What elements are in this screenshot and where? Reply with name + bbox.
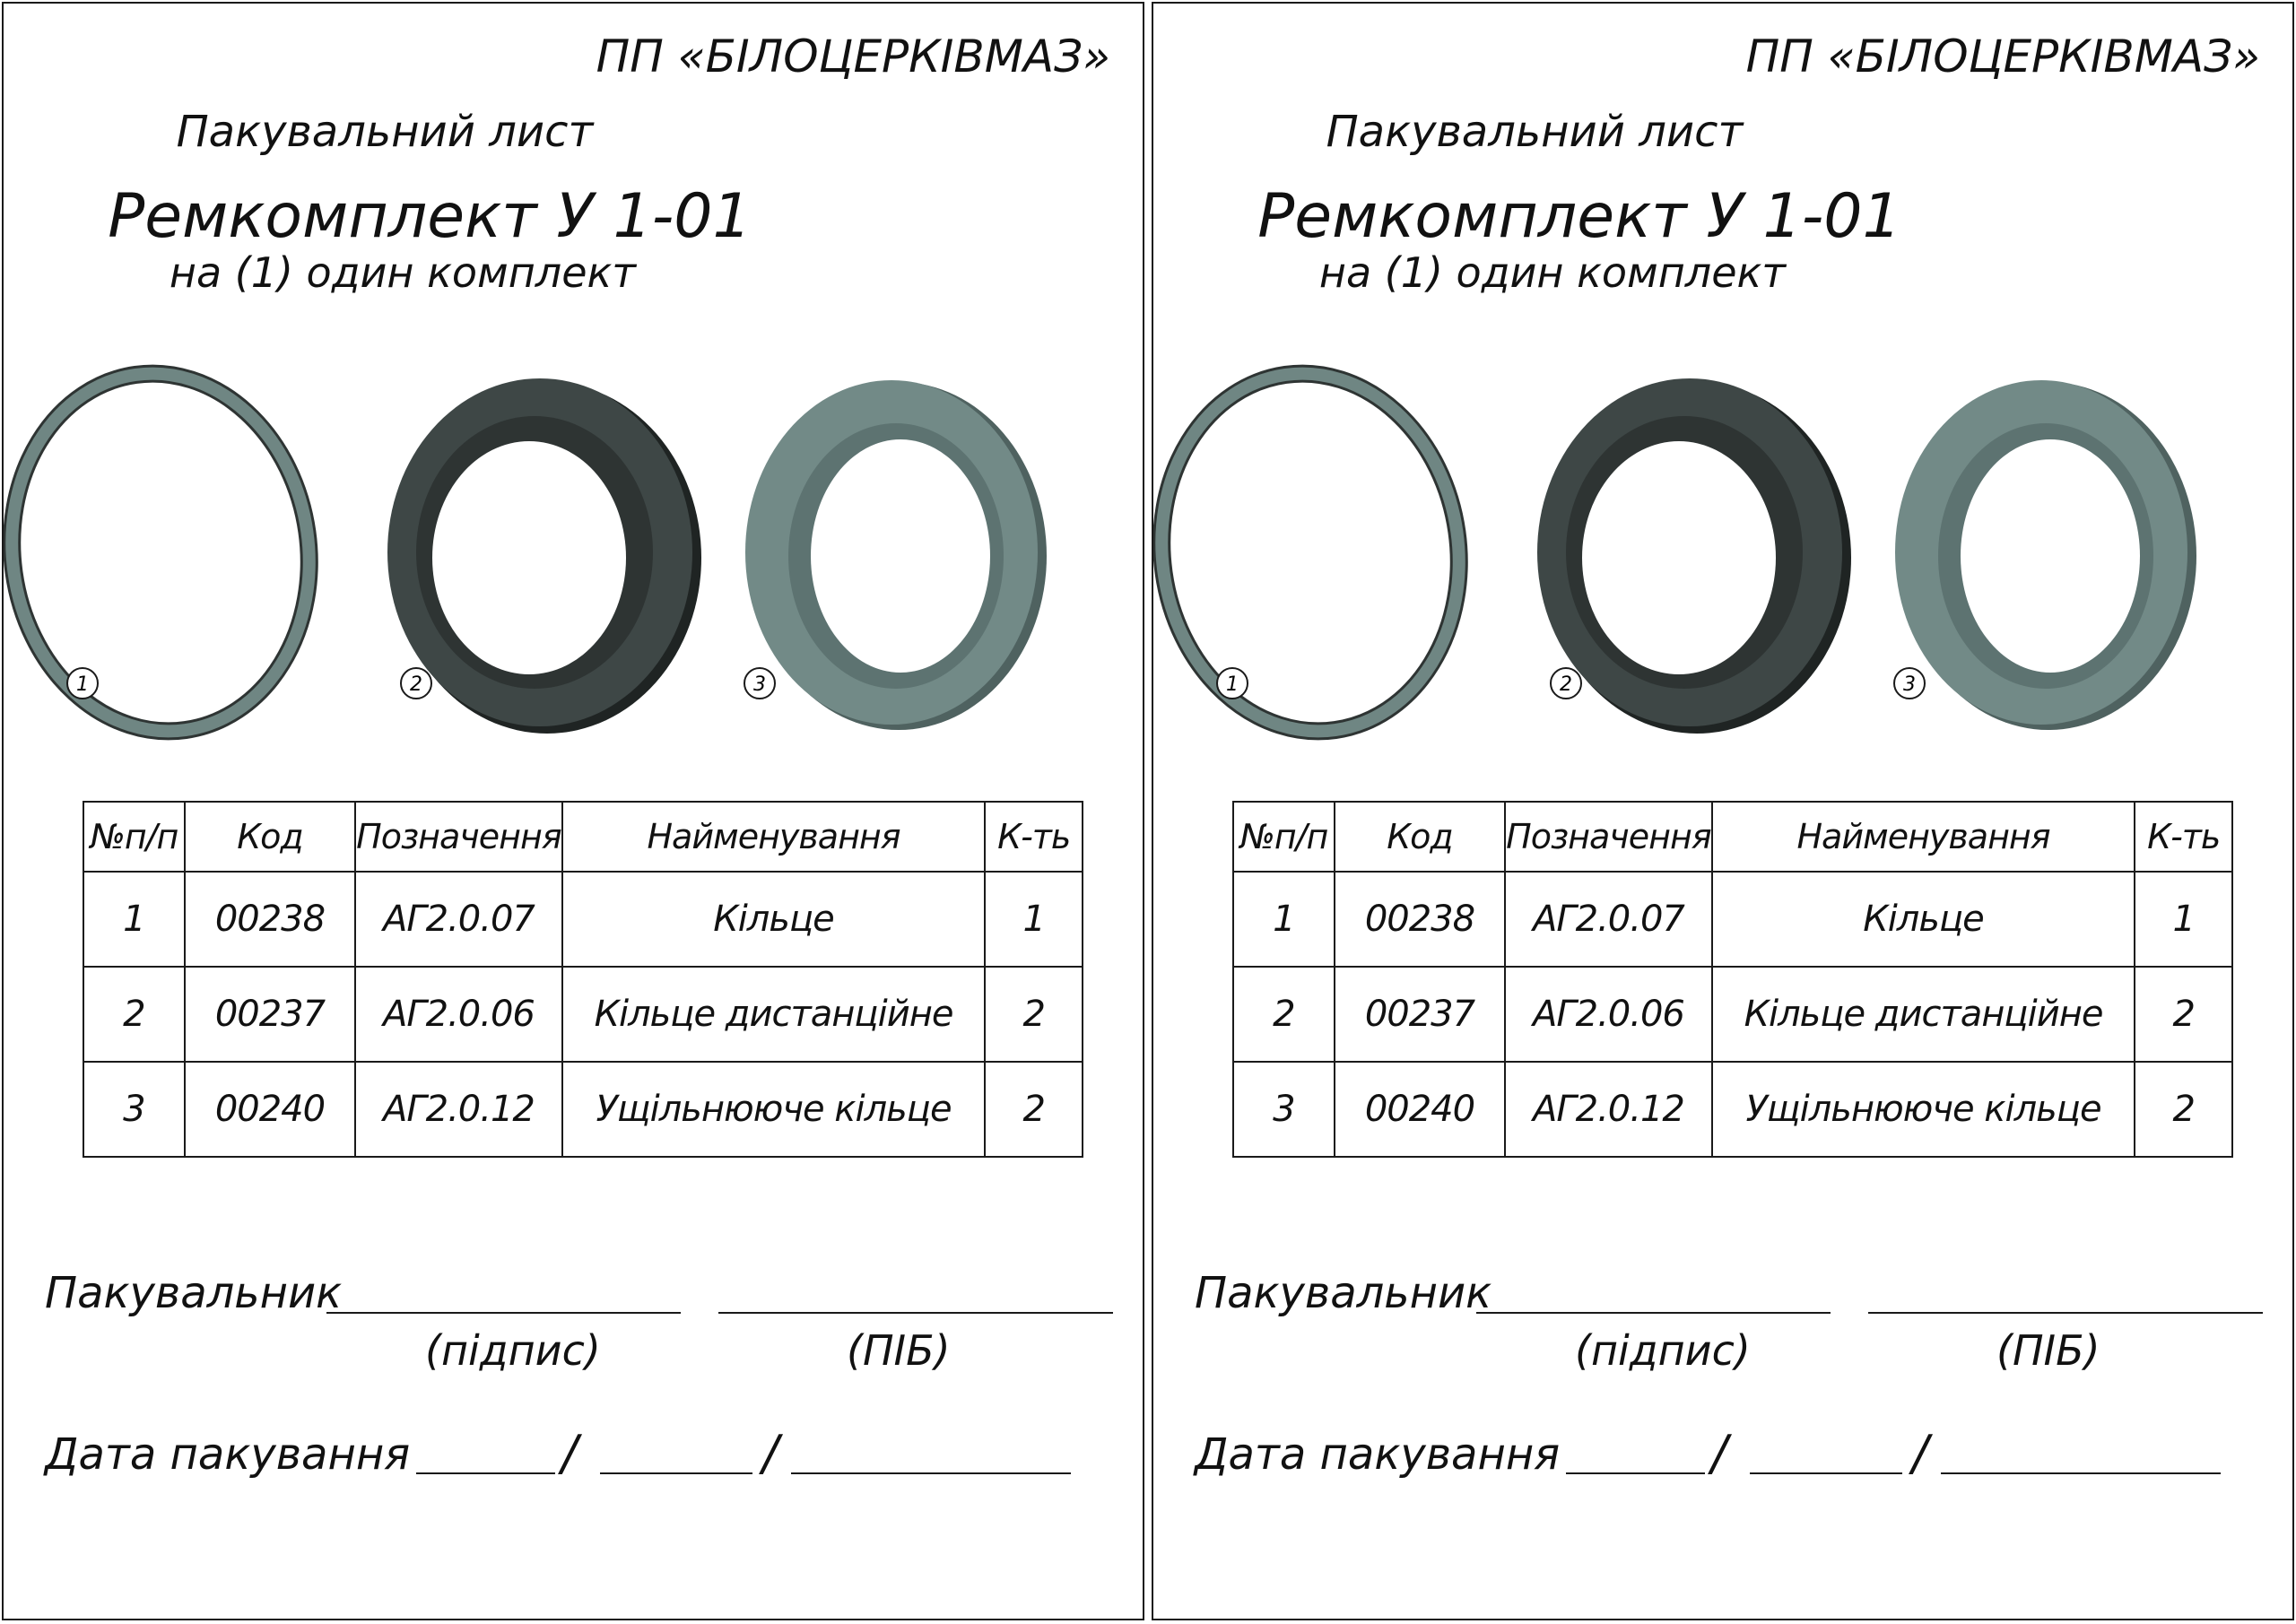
cell-code: 00238 — [185, 872, 355, 967]
callout-3 — [744, 668, 775, 699]
date-day-line[interactable] — [1566, 1472, 1705, 1474]
svg-text:1: 1 — [1226, 673, 1239, 696]
cell-name: Ущільнююче кільце — [1712, 1062, 2135, 1157]
cell-quantity: 1 — [985, 872, 1083, 967]
cell-quantity: 2 — [2135, 967, 2232, 1062]
date-separator: / — [1711, 1425, 1728, 1481]
cell-code: 00237 — [185, 967, 355, 1062]
cell-number: 2 — [1233, 967, 1335, 1062]
date-year-line[interactable] — [791, 1472, 1071, 1474]
cell-designation: АГ2.0.06 — [1505, 967, 1712, 1062]
parts-table — [83, 801, 1083, 1158]
parts-illustration — [4, 353, 1146, 757]
cell-name: Кільце дистанційне — [562, 967, 986, 1062]
cell-number: 1 — [83, 872, 185, 967]
cell-designation: АГ2.0.12 — [355, 1062, 562, 1157]
cell-code: 00240 — [185, 1062, 355, 1157]
full-name-caption: (ПІБ) — [847, 1326, 951, 1375]
packing-date-label: Дата пакування — [1195, 1429, 1561, 1480]
table-row — [83, 872, 1083, 967]
callout-2 — [401, 668, 431, 699]
cell-designation: АГ2.0.06 — [355, 967, 562, 1062]
kit-title: Ремкомплект У 1-01 — [108, 181, 752, 252]
callout-1 — [67, 668, 98, 699]
cell-designation: АГ2.0.07 — [1505, 872, 1712, 967]
kit-subtitle: на (1) один комплект — [1318, 248, 1787, 297]
svg-text:2: 2 — [1560, 673, 1572, 696]
table-row — [83, 967, 1083, 1062]
company-name: ПП «БІЛОЦЕРКІВМАЗ» — [596, 30, 1110, 83]
document-title: Пакувальний лист — [1326, 107, 1744, 157]
cell-number: 1 — [1233, 872, 1335, 967]
cell-quantity: 2 — [985, 1062, 1083, 1157]
date-year-line[interactable] — [1941, 1472, 2221, 1474]
date-month-line[interactable] — [1750, 1472, 1902, 1474]
cell-number: 3 — [83, 1062, 185, 1157]
header-quantity: К-ть — [985, 802, 1083, 872]
table-row — [1233, 1062, 2232, 1157]
full-name-line[interactable] — [1868, 1312, 2263, 1314]
cell-quantity: 2 — [985, 967, 1083, 1062]
table-row — [1233, 872, 2232, 967]
table-header-row — [1233, 802, 2232, 872]
header-designation: Позначення — [1505, 802, 1712, 872]
signature-line[interactable] — [326, 1312, 681, 1314]
svg-text:3: 3 — [753, 673, 766, 696]
cell-code: 00240 — [1335, 1062, 1505, 1157]
header-code: Код — [1335, 802, 1505, 872]
full-name-line[interactable] — [718, 1312, 1113, 1314]
svg-text:2: 2 — [410, 673, 422, 696]
cell-designation: АГ2.0.12 — [1505, 1062, 1712, 1157]
packer-label: Пакувальник — [1195, 1268, 1492, 1318]
parts-table — [1232, 801, 2233, 1158]
cell-quantity: 1 — [2135, 872, 2232, 967]
header-number: №п/п — [1233, 802, 1335, 872]
date-separator: / — [1912, 1425, 1929, 1481]
document-title: Пакувальний лист — [176, 107, 594, 157]
cell-name: Кільце — [562, 872, 986, 967]
signature-caption: (підпис) — [425, 1326, 601, 1375]
callout-2 — [1551, 668, 1581, 699]
ring-1-image — [4, 354, 332, 751]
cell-name: Кільце дистанційне — [1712, 967, 2135, 1062]
parts-illustration — [1153, 353, 2296, 757]
date-separator: / — [762, 1425, 779, 1481]
callout-3 — [1894, 668, 1925, 699]
kit-subtitle: на (1) один комплект — [169, 248, 637, 297]
table-header-row — [83, 802, 1083, 872]
ring-2-image — [1537, 378, 1851, 734]
svg-text:1: 1 — [76, 673, 89, 696]
header-name: Найменування — [1712, 802, 2135, 872]
header-number: №п/п — [83, 802, 185, 872]
cell-name: Кільце — [1712, 872, 2135, 967]
date-separator: / — [561, 1425, 578, 1481]
date-day-line[interactable] — [416, 1472, 555, 1474]
cell-code: 00237 — [1335, 967, 1505, 1062]
cell-number: 3 — [1233, 1062, 1335, 1157]
ring-1-image — [1153, 354, 1482, 751]
packing-sheet-right — [1152, 2, 2294, 1620]
cell-name: Ущільнююче кільце — [562, 1062, 986, 1157]
header-quantity: К-ть — [2135, 802, 2232, 872]
header-designation: Позначення — [355, 802, 562, 872]
signature-line[interactable] — [1476, 1312, 1831, 1314]
header-code: Код — [185, 802, 355, 872]
table-row — [83, 1062, 1083, 1157]
signature-caption: (підпис) — [1575, 1326, 1751, 1375]
svg-text:3: 3 — [1903, 673, 1916, 696]
company-name: ПП «БІЛОЦЕРКІВМАЗ» — [1745, 30, 2260, 83]
ring-3-image — [745, 380, 1047, 730]
packer-label: Пакувальник — [45, 1268, 343, 1318]
ring-2-image — [387, 378, 701, 734]
cell-code: 00238 — [1335, 872, 1505, 967]
cell-number: 2 — [83, 967, 185, 1062]
date-month-line[interactable] — [600, 1472, 752, 1474]
cell-quantity: 2 — [2135, 1062, 2232, 1157]
packing-date-label: Дата пакування — [45, 1429, 411, 1480]
table-row — [1233, 967, 2232, 1062]
full-name-caption: (ПІБ) — [1996, 1326, 2100, 1375]
packing-sheet-left — [2, 2, 1144, 1620]
header-name: Найменування — [562, 802, 986, 872]
cell-designation: АГ2.0.07 — [355, 872, 562, 967]
ring-3-image — [1895, 380, 2196, 730]
kit-title: Ремкомплект У 1-01 — [1257, 181, 1901, 252]
callout-1 — [1217, 668, 1248, 699]
